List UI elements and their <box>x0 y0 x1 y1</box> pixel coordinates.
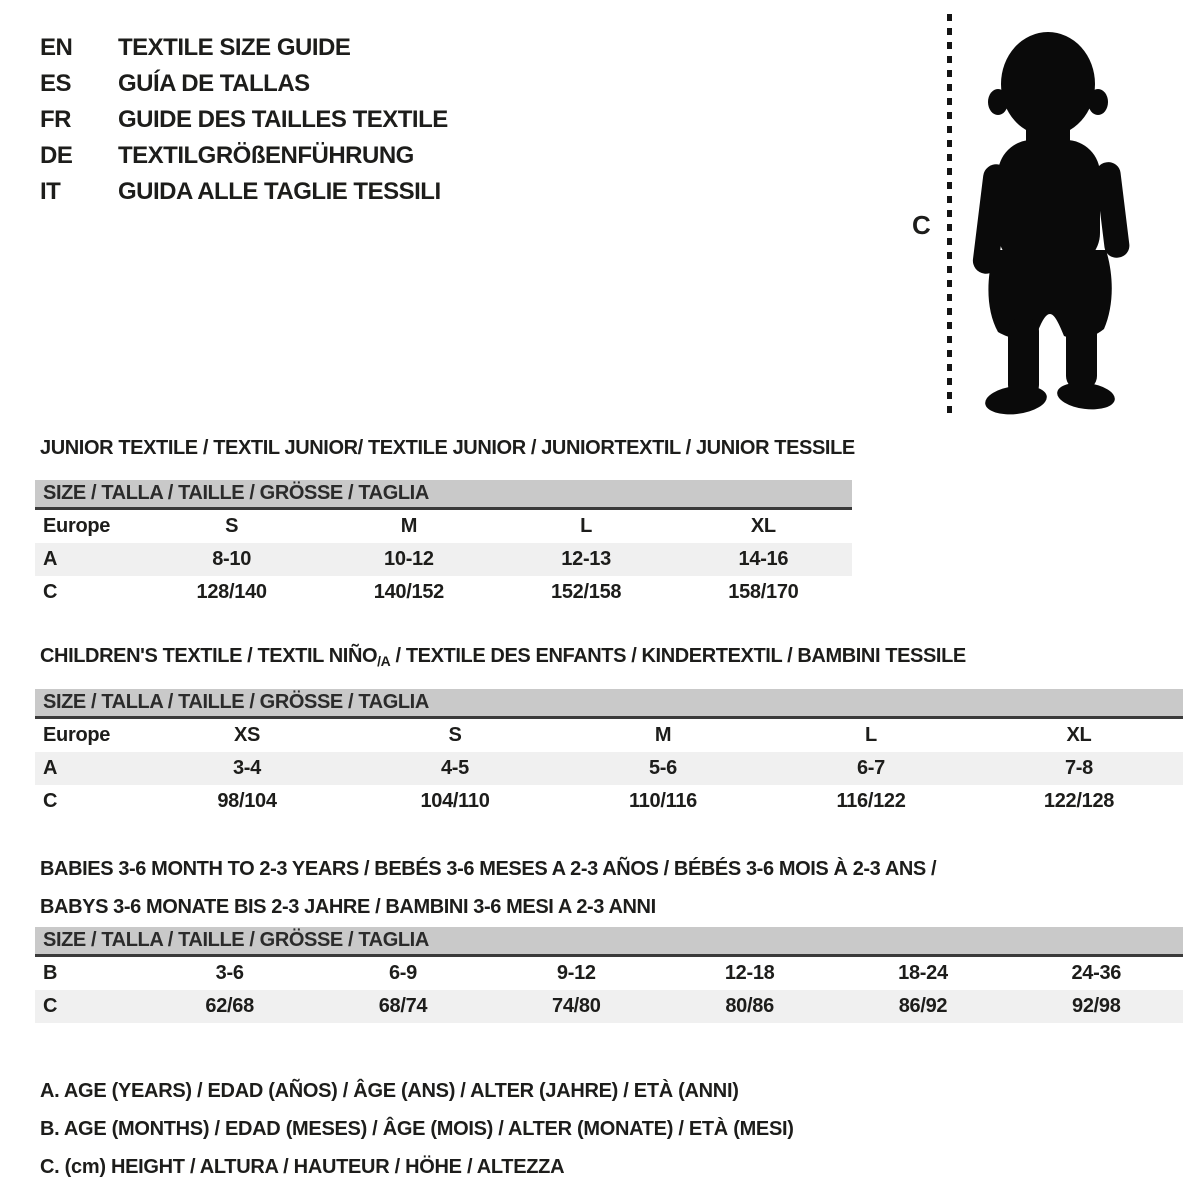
children-row-europe <box>35 719 1183 752</box>
months-cell: 3-6 <box>215 962 244 984</box>
lang-row-it <box>40 174 448 210</box>
children-title-sub: /A <box>377 653 391 669</box>
lang-row-es <box>40 66 448 102</box>
junior-size-header-bar: SIZE / TALLA / TAILLE / GRÖSSE / TAGLIA <box>35 480 852 510</box>
height-cell: 80/86 <box>725 995 774 1017</box>
size-cell: S <box>448 724 462 746</box>
height-cell: 74/80 <box>552 995 601 1017</box>
lang-title: TEXTILGRÖßENFÜHRUNG <box>118 142 414 169</box>
height-cell: 110/116 <box>629 790 697 812</box>
babies-size-table <box>35 927 1183 1023</box>
height-cell: 104/110 <box>420 790 490 812</box>
age-cell: 7-8 <box>1064 757 1093 779</box>
size-cell: XL <box>1066 724 1092 746</box>
age-cell: 14-16 <box>738 548 789 570</box>
babies-row-height <box>35 990 1183 1023</box>
children-size-header-bar: SIZE / TALLA / TAILLE / GRÖSSE / TAGLIA <box>35 689 1183 719</box>
age-cell: 6-7 <box>856 757 885 779</box>
babies-row-months <box>35 957 1183 990</box>
junior-section-title: JUNIOR TEXTILE / TEXTIL JUNIOR/ TEXTILE JUNIOR / JUNIORTEXTIL / JUNIOR TESSILE <box>40 437 855 459</box>
lang-row-de <box>40 138 448 174</box>
row-label: C <box>43 581 58 603</box>
lang-title: GUÍA DE TALLAS <box>118 70 310 97</box>
measure-label-c: C <box>912 210 931 240</box>
junior-row-europe <box>35 510 852 543</box>
legend-line-b: B. AGE (MONTHS) / EDAD (MESES) / ÂGE (MOIS) / ALTER (MONATE) / ETÀ (MESI) <box>40 1118 794 1140</box>
row-label: Europe <box>43 515 111 537</box>
size-cell: S <box>225 515 239 537</box>
legend-line-a: A. AGE (YEARS) / EDAD (AÑOS) / ÂGE (ANS) / ALTER (JAHRE) / ETÀ (ANNI) <box>40 1080 739 1102</box>
height-cell: 62/68 <box>205 995 254 1017</box>
size-cell: M <box>654 724 672 746</box>
lang-code: DE <box>40 142 73 169</box>
size-cell: XL <box>750 515 776 537</box>
height-cell: 92/98 <box>1072 995 1121 1017</box>
children-size-table <box>35 689 1183 818</box>
row-label: A <box>43 757 58 779</box>
row-label: Europe <box>43 724 111 746</box>
height-cell: 152/158 <box>551 581 622 603</box>
lang-code: FR <box>40 106 71 133</box>
age-cell: 10-12 <box>384 548 434 570</box>
lang-code: IT <box>40 178 61 205</box>
height-cell: 98/104 <box>217 790 277 812</box>
babies-title-line2: BABYS 3-6 MONATE BIS 2-3 JAHRE / BAMBINI 3-6 MESI A 2-3 ANNI <box>40 896 656 918</box>
lang-code: EN <box>40 34 73 61</box>
size-cell: L <box>865 724 877 746</box>
age-cell: 3-4 <box>232 757 261 779</box>
children-row-age <box>35 752 1183 785</box>
lang-title: TEXTILE SIZE GUIDE <box>118 34 351 61</box>
children-row-height <box>35 785 1183 818</box>
months-cell: 6-9 <box>388 962 417 984</box>
lang-code: ES <box>40 70 72 97</box>
height-measure-dashed-line <box>947 14 952 416</box>
junior-row-age <box>35 543 852 576</box>
age-cell: 5-6 <box>648 757 677 779</box>
row-label: A <box>43 548 58 570</box>
row-label: C <box>43 790 58 812</box>
row-label: C <box>43 995 58 1017</box>
height-cell: 116/122 <box>836 790 906 812</box>
height-cell: 122/128 <box>1043 790 1115 812</box>
row-label: B <box>43 962 58 984</box>
size-cell: L <box>580 515 593 537</box>
children-title-suffix: / TEXTILE DES ENFANTS / KINDERTEXTIL / BAMBINI TESSILE <box>390 645 966 667</box>
months-cell: 12-18 <box>724 962 775 984</box>
height-cell: 68/74 <box>378 995 428 1017</box>
lang-title: GUIDA ALLE TAGLIE TESSILI <box>118 178 441 205</box>
age-cell: 12-13 <box>561 548 611 570</box>
height-cell: 158/170 <box>728 581 799 603</box>
height-cell: 86/92 <box>898 995 948 1017</box>
months-cell: 24-36 <box>1071 962 1122 984</box>
babies-section-title <box>40 850 936 926</box>
height-cell: 140/152 <box>373 581 444 603</box>
size-cell: XS <box>233 724 261 746</box>
babies-title-line1: BABIES 3-6 MONTH TO 2-3 YEARS / BEBÉS 3-6 MESES A 2-3 AÑOS / BÉBÉS 3-6 MOIS À 2-3 ANS / <box>40 858 937 880</box>
language-title-block <box>40 30 448 210</box>
legend-block <box>40 1072 794 1186</box>
junior-size-table <box>35 480 852 609</box>
junior-row-height <box>35 576 852 609</box>
legend-line-c: C. (cm) HEIGHT / ALTURA / HAUTEUR / HÖHE / ALTEZZA <box>40 1156 565 1178</box>
babies-size-header-bar: SIZE / TALLA / TAILLE / GRÖSSE / TAGLIA <box>35 927 1183 957</box>
age-cell: 4-5 <box>440 757 469 779</box>
toddler-silhouette-icon <box>960 22 1145 420</box>
lang-row-fr <box>40 102 448 138</box>
months-cell: 9-12 <box>556 962 596 984</box>
height-cell: 128/140 <box>196 581 267 603</box>
age-cell: 8-10 <box>212 548 252 570</box>
size-cell: M <box>400 515 418 537</box>
months-cell: 18-24 <box>898 962 948 984</box>
children-section-title <box>40 645 966 668</box>
lang-row-en <box>40 30 448 66</box>
children-title-prefix: CHILDREN'S TEXTILE / TEXTIL NIÑO <box>40 645 378 667</box>
lang-title: GUIDE DES TAILLES TEXTILE <box>118 106 448 133</box>
